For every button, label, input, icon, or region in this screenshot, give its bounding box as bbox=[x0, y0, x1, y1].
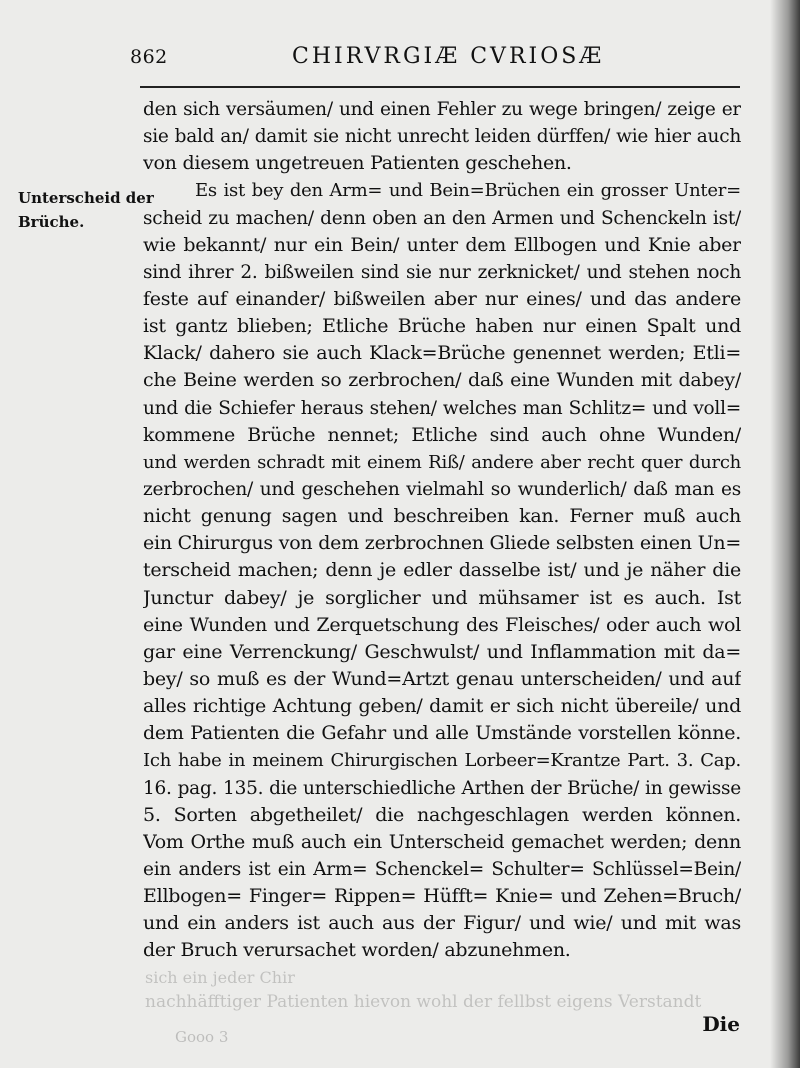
text-line: zerbrochen/ und geschehen vielmahl so wunderlich/ daß man es bbox=[143, 478, 741, 500]
text-line: von diesem ungetreuen Patienten geschehen. bbox=[143, 152, 572, 175]
text-line: Klack/ dahero sie auch Klack=Brüche genennet werden; Etli= bbox=[143, 342, 741, 365]
page-number: 862 bbox=[130, 46, 168, 68]
bleed-through-text: nachhäfftiger Patienten hievon wohl der fellbst eigens Verstandt bbox=[145, 992, 702, 1012]
text-line: dem Patienten die Gefahr und alle Umstände vorstellen könne. bbox=[143, 722, 741, 745]
text-line: und ein anders ist auch aus der Figur/ und wie/ und mit was bbox=[143, 912, 741, 935]
text-line: Es ist bey den Arm= und Bein=Brüchen ein grosser Unter= bbox=[195, 180, 741, 202]
body-text bbox=[143, 96, 741, 965]
text-line: Vom Orthe muß auch ein Unterscheid gemachet werden; denn bbox=[143, 830, 741, 853]
text-line: gar eine Verrenckung/ Geschwulst/ und Inflammation mit da= bbox=[143, 640, 741, 663]
text-line: scheid zu machen/ denn oben an den Armen und Schenckeln ist/ bbox=[143, 207, 741, 229]
text-line: 16. pag. 135. die unterschiedliche Arthen der Brüche/ in gewisse bbox=[143, 777, 741, 799]
page-header bbox=[130, 44, 740, 74]
text-line: kommene Brüche nennet; Etliche sind auch ohne Wunden/ bbox=[143, 423, 741, 446]
text-line: che Beine werden so zerbrochen/ daß eine Wunden mit dabey/ bbox=[143, 369, 741, 392]
text-line: ein Chirurgus von dem zerbrochnen Gliede selbsten einen Un= bbox=[143, 532, 741, 555]
text-line: der Bruch verursachet worden/ abzunehmen. bbox=[143, 939, 571, 962]
text-line: und die Schiefer heraus stehen/ welches man Schlitz= und voll= bbox=[143, 397, 741, 419]
text-line: sind ihrer 2. bißweilen sind sie nur zerknicket/ und stehen noch bbox=[143, 261, 741, 283]
margin-note-line: Unterscheid der bbox=[18, 189, 154, 207]
text-line: und werden schradt mit einem Riß/ andere aber recht quer durch bbox=[143, 451, 741, 473]
text-line: alles richtige Achtung geben/ damit er sich nicht übereile/ und bbox=[143, 695, 741, 718]
text-line: Junctur dabey/ je sorglicher und mühsamer ist es auch. Ist bbox=[143, 586, 741, 609]
text-line: ist gantz blieben; Etliche Brüche haben nur einen Spalt und bbox=[143, 315, 741, 338]
catchword: Die bbox=[702, 1012, 740, 1036]
running-title: CHIRVRGIÆ CVRIOSÆ bbox=[292, 44, 605, 69]
text-line: sie bald an/ damit sie nicht unrecht leiden dürffen/ wie hier auch bbox=[143, 126, 741, 148]
page-binding-shadow bbox=[770, 0, 800, 1068]
margin-note bbox=[18, 186, 154, 234]
text-line: nicht genung sagen und beschreiben kan. Ferner muß auch bbox=[143, 505, 741, 528]
text-line: eine Wunden und Zerquetschung des Fleisches/ oder auch wol bbox=[143, 613, 741, 636]
text-line: ein anders ist ein Arm= Schenckel= Schulter= Schlüssel=Bein/ bbox=[143, 858, 741, 880]
text-line: terscheid machen; denn je edler dasselbe ist/ und je näher die bbox=[143, 559, 741, 582]
text-line: den sich versäumen/ und einen Fehler zu wege bringen/ zeige er bbox=[143, 99, 741, 120]
text-line: Ellbogen= Finger= Rippen= Hüfft= Knie= und Zehen=Bruch/ bbox=[143, 885, 741, 908]
text-line: bey/ so muß es der Wund=Artzt genau unterscheiden/ und auf bbox=[143, 667, 741, 690]
bleed-through-signature-mark: Gooo 3 bbox=[175, 1028, 229, 1046]
bleed-through-text: sich ein jeder Chir bbox=[145, 968, 295, 987]
text-line: Ich habe in meinem Chirurgischen Lorbeer=Krantze Part. 3. Cap. bbox=[143, 750, 741, 772]
text-line: feste auf einander/ bißweilen aber nur eines/ und das andere bbox=[143, 287, 741, 310]
text-line: 5. Sorten abgetheilet/ die nachgeschlagen werden können. bbox=[143, 803, 741, 826]
margin-note-line: Brüche. bbox=[18, 213, 85, 231]
header-rule bbox=[140, 86, 740, 88]
text-line: wie bekannt/ nur ein Bein/ unter dem Ellbogen und Knie aber bbox=[143, 233, 741, 256]
